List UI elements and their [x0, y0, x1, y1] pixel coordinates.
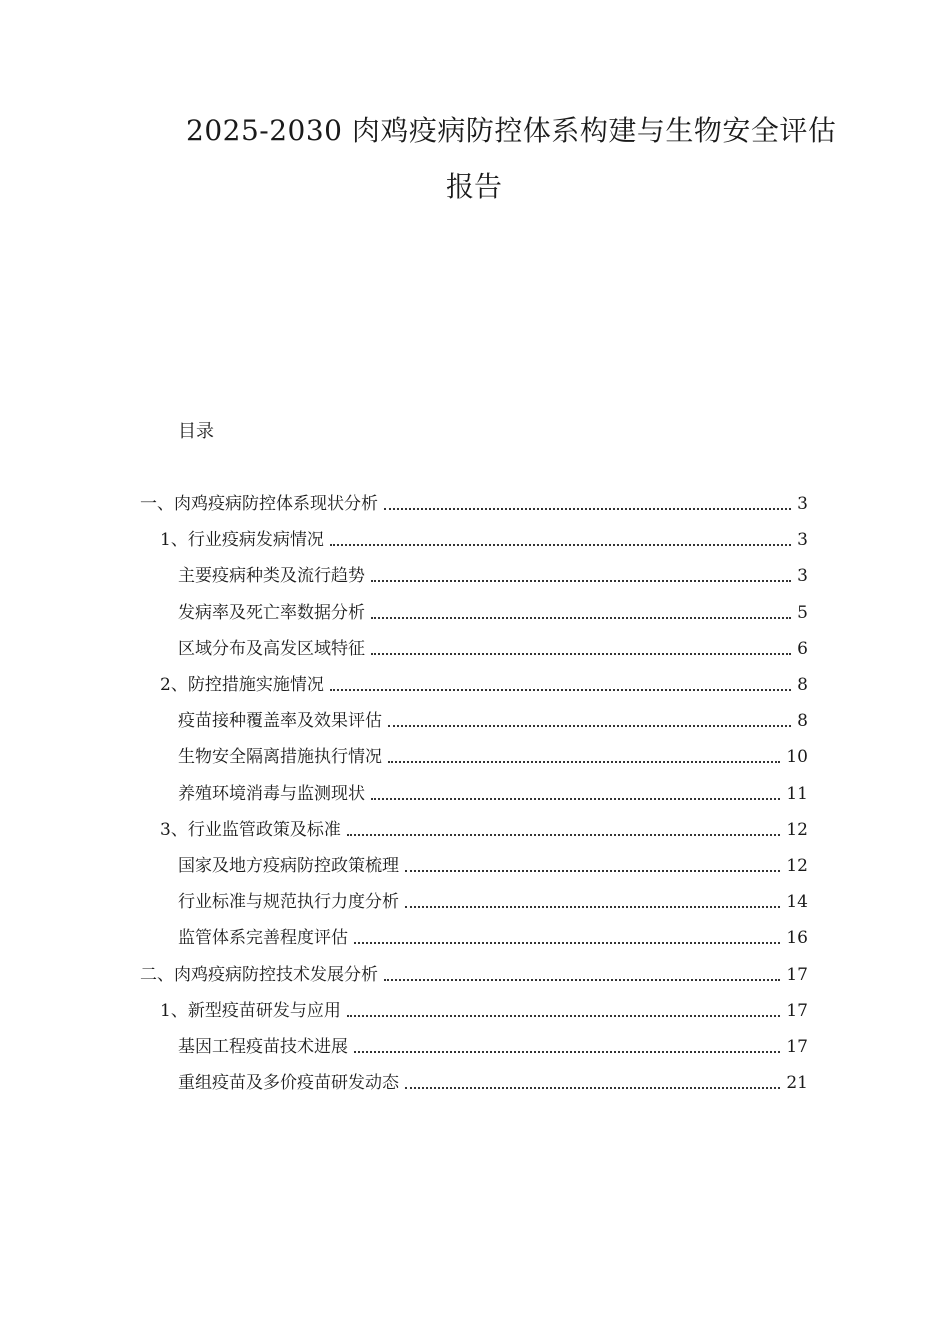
toc-dot-leader [347, 1015, 781, 1017]
toc-entry[interactable] [178, 924, 808, 952]
toc-dot-leader [371, 580, 791, 582]
toc-dot-leader [371, 798, 780, 800]
toc-entry[interactable] [160, 816, 808, 844]
toc-entry-page: 3 [797, 530, 808, 550]
toc-entry-page: 6 [797, 639, 808, 659]
toc-entry-label: 国家及地方疫病防控政策梳理 [178, 856, 399, 876]
toc-entry-label: 区域分布及高发区域特征 [178, 639, 365, 659]
toc-dot-leader [354, 1051, 780, 1053]
toc-entry[interactable] [140, 490, 808, 518]
toc-dot-leader [347, 834, 781, 836]
title-line-2: 报告 [446, 170, 503, 203]
toc-entry[interactable] [178, 707, 808, 735]
toc-entry-page: 17 [786, 1037, 808, 1057]
toc-dot-leader [330, 689, 791, 691]
toc-entry[interactable] [160, 526, 808, 554]
toc-entry-label: 基因工程疫苗技术进展 [178, 1037, 348, 1057]
toc-dot-leader [388, 761, 780, 763]
toc-entry-page: 8 [797, 675, 808, 695]
toc-entry[interactable] [178, 852, 808, 880]
toc-dot-leader [371, 653, 791, 655]
toc-entry[interactable] [178, 888, 808, 916]
toc-entry-page: 8 [797, 711, 808, 731]
toc-dot-leader [405, 870, 780, 872]
toc-entry-page: 11 [786, 784, 808, 804]
toc-entry-label: 主要疫病种类及流行趋势 [178, 566, 365, 586]
toc-entry[interactable] [178, 599, 808, 627]
toc-entry-page: 21 [786, 1073, 808, 1093]
toc-entry-label: 2、防控措施实施情况 [160, 675, 324, 695]
toc-entry-page: 5 [797, 603, 808, 623]
toc-entry[interactable] [178, 743, 808, 771]
toc-dot-leader [384, 508, 791, 510]
toc-entry[interactable] [178, 1033, 808, 1061]
toc-entry-page: 14 [786, 892, 808, 912]
toc-entry-label: 生物安全隔离措施执行情况 [178, 747, 382, 767]
toc-entry-label: 一、肉鸡疫病防控体系现状分析 [140, 494, 378, 514]
toc-entry-label: 二、肉鸡疫病防控技术发展分析 [140, 965, 378, 985]
toc-dot-leader [405, 1087, 780, 1089]
toc-entry-page: 3 [797, 494, 808, 514]
toc-entry[interactable] [178, 562, 808, 590]
toc-entry-page: 10 [786, 747, 808, 767]
toc-entry-page: 17 [786, 965, 808, 985]
toc-dot-leader [388, 725, 791, 727]
toc-dot-leader [384, 979, 780, 981]
toc-entry-label: 行业标准与规范执行力度分析 [178, 892, 399, 912]
toc-entry-label: 重组疫苗及多价疫苗研发动态 [178, 1073, 399, 1093]
toc-entry[interactable] [160, 997, 808, 1025]
toc-entry-label: 养殖环境消毒与监测现状 [178, 784, 365, 804]
toc-entry-label: 发病率及死亡率数据分析 [178, 603, 365, 623]
toc-entry-page: 17 [786, 1001, 808, 1021]
toc-dot-leader [330, 544, 791, 546]
toc-entry-label: 1、行业疫病发病情况 [160, 530, 324, 550]
title-line-1: 2025-2030 肉鸡疫病防控体系构建与生物安全评估 [186, 114, 837, 147]
toc-entry-page: 16 [786, 928, 808, 948]
toc-heading: 目录 [178, 421, 214, 442]
toc-dot-leader [405, 906, 780, 908]
toc-dot-leader [354, 942, 780, 944]
toc-entry-label: 监管体系完善程度评估 [178, 928, 348, 948]
toc-entry-label: 疫苗接种覆盖率及效果评估 [178, 711, 382, 731]
toc-entry[interactable] [160, 671, 808, 699]
toc-entry-page: 3 [797, 566, 808, 586]
toc-entry[interactable] [140, 961, 808, 989]
toc-dot-leader [371, 617, 791, 619]
toc-entry[interactable] [178, 780, 808, 808]
toc-entry[interactable] [178, 1069, 808, 1097]
toc-entry-label: 1、新型疫苗研发与应用 [160, 1001, 341, 1021]
toc-entry-page: 12 [786, 820, 808, 840]
toc-entry-page: 12 [786, 856, 808, 876]
toc-entry-label: 3、行业监管政策及标准 [160, 820, 341, 840]
toc-entry[interactable] [178, 635, 808, 663]
